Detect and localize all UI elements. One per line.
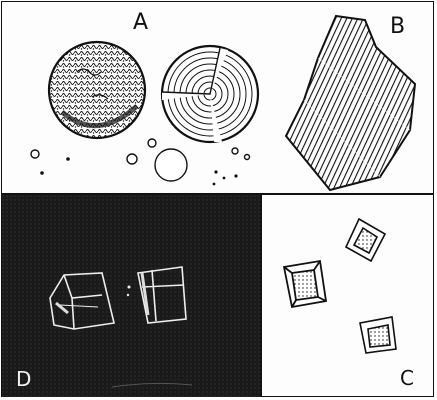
small-spheres — [31, 139, 250, 181]
panel-d — [2, 195, 260, 397]
panel-b-illustration — [260, 2, 434, 193]
horizontal-divider — [1, 193, 434, 195]
crystal-bottom — [360, 317, 396, 353]
panel-a — [2, 2, 260, 193]
layered-crystal-fragment — [286, 16, 415, 190]
panel-c-label: C — [400, 366, 414, 390]
panel-a-illustration — [2, 2, 260, 193]
vertical-divider — [260, 194, 262, 397]
granule-dots — [40, 157, 237, 185]
rough-sphere — [49, 42, 145, 138]
sectioned-sphere — [162, 46, 258, 142]
panel-b — [260, 2, 434, 193]
crystal-middle — [284, 261, 326, 307]
crystal-top — [346, 219, 385, 261]
panel-b-label: B — [390, 14, 406, 39]
panel-d-label: D — [16, 367, 32, 391]
panel-a-label: A — [133, 10, 149, 35]
panel-d-illustration — [2, 195, 260, 397]
